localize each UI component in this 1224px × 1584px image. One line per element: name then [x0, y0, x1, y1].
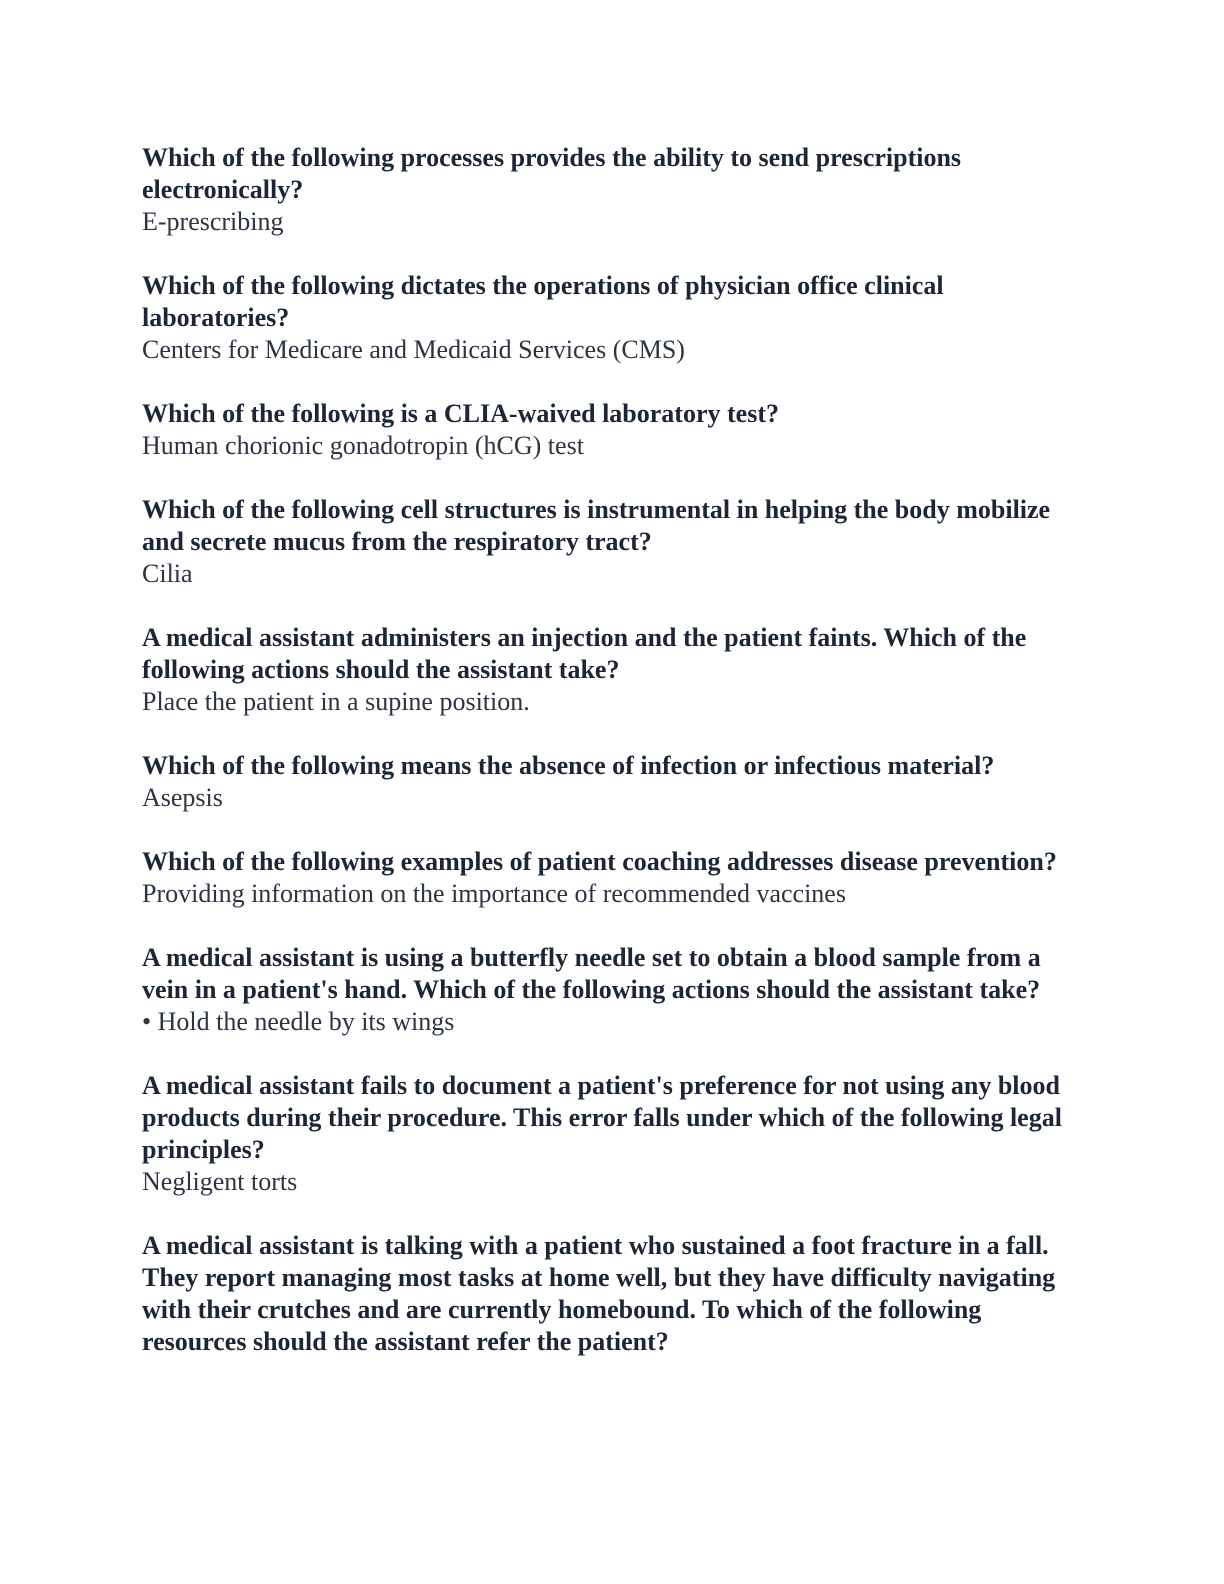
question-text: Which of the following processes provides the ability to send prescriptions electronically?	[142, 143, 962, 204]
answer-text: Cilia	[142, 559, 193, 588]
qa-item-8	[142, 942, 1082, 1038]
question-text: Which of the following cell structures is instrumental in helping the body mobilize and secrete mucus from the respiratory tract?	[142, 495, 1051, 556]
qa-item-10	[142, 1230, 1082, 1358]
qa-item-4	[142, 494, 1082, 590]
qa-item-5	[142, 622, 1082, 718]
answer-text: Negligent torts	[142, 1167, 298, 1196]
answer-text: Centers for Medicare and Medicaid Services (CMS)	[142, 335, 685, 364]
answer-text: Human chorionic gonadotropin (hCG) test	[142, 431, 584, 460]
question-text: Which of the following examples of patient coaching addresses disease prevention?	[142, 847, 1057, 876]
answer-text: E-prescribing	[142, 207, 284, 236]
answer-text: Place the patient in a supine position.	[142, 687, 530, 716]
qa-item-6	[142, 750, 1082, 814]
question-text: Which of the following dictates the operations of physician office clinical laboratories?	[142, 271, 944, 332]
question-text: A medical assistant is using a butterfly needle set to obtain a blood sample from a vein in a patient's hand. Which of the following actions should the assistant take?	[142, 943, 1041, 1004]
question-text: A medical assistant fails to document a patient's preference for not using any blood products during their procedure. This error falls under which of the following legal principles?	[142, 1071, 1062, 1164]
document-page	[142, 142, 1082, 1390]
answer-text: • Hold the needle by its wings	[142, 1007, 455, 1036]
answer-text: Providing information on the importance of recommended vaccines	[142, 879, 846, 908]
qa-item-1	[142, 142, 1082, 238]
qa-item-7	[142, 846, 1082, 910]
qa-item-9	[142, 1070, 1082, 1198]
question-text: A medical assistant is talking with a patient who sustained a foot fracture in a fall. They report managing most tasks at home well, but they have difficulty navigating with their crutches and are currently homebound. To which of the following resources should the assistant refer the patient?	[142, 1231, 1056, 1356]
question-text: A medical assistant administers an injection and the patient faints. Which of the following actions should the assistant take?	[142, 623, 1027, 684]
answer-text: Asepsis	[142, 783, 223, 812]
question-text: Which of the following is a CLIA-waived laboratory test?	[142, 399, 779, 428]
qa-item-2	[142, 270, 1082, 366]
qa-item-3	[142, 398, 1082, 462]
question-text: Which of the following means the absence of infection or infectious material?	[142, 751, 995, 780]
